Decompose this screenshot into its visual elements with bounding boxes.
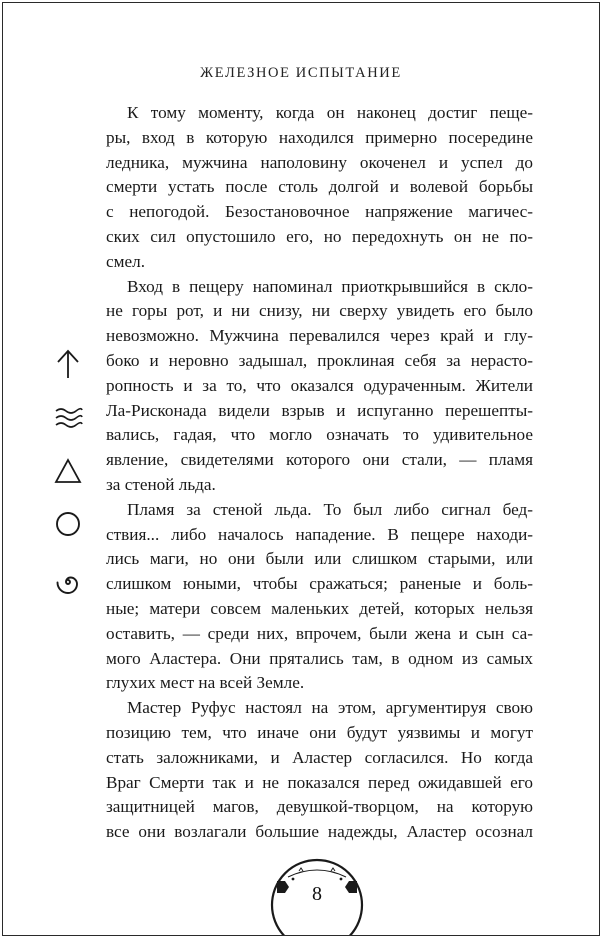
- text-line: ских сил опустошило его, но передохнуть он не по-: [106, 226, 533, 246]
- text-line: Враг Смерти так и не показался перед ожидавшей его: [106, 772, 533, 792]
- text-line: смерти устать после столь долгой и волевой борьбы: [106, 177, 533, 197]
- text-line: все они возлагали большие надежды, Аластер осознал: [106, 822, 533, 842]
- text-line: позицию тем, что иначе они будут уязвимы и могут: [106, 722, 533, 742]
- text-line: с непогодой. Безостановочное напряжение магичес-: [106, 202, 533, 222]
- text-line: явление, свидетелями которого они стали, — пламя: [106, 450, 533, 470]
- text-line: Пламя за стеной льда. То был либо сигнал бед-: [127, 499, 533, 519]
- text-line: мого Аластера. Они прятались там, в одном из самых: [106, 648, 533, 668]
- text-line: лись маги, но они были или слишком старыми, или: [106, 549, 533, 569]
- paragraph: [106, 498, 533, 696]
- text-line: ледника, мужчина наполовину окоченел и успел до: [106, 152, 533, 172]
- text-line: Вход в пещеру напоминал приоткрывшийся в скло-: [127, 276, 533, 296]
- paragraph: [106, 696, 533, 845]
- text-line: боко и неровно задышал, проклиная себя за нерасто-: [106, 350, 533, 370]
- book-page: [2, 2, 600, 936]
- text-line: не горы рот, и ни снизу, ни сверху увидеть его было: [106, 301, 533, 321]
- paragraph: [106, 275, 533, 498]
- wavy-lines-icon: [51, 401, 85, 435]
- text-line: ры, вход в которую находился примерно посередине: [106, 127, 533, 147]
- page-number-medallion: [269, 857, 365, 936]
- spiral-icon: [51, 565, 85, 599]
- text-line: слишком юными, чтобы сражаться; раненые и боль-: [106, 574, 533, 594]
- circle-icon: [51, 507, 85, 541]
- text-line: ные; матери совсем маленьких детей, которых нельзя: [106, 598, 533, 618]
- triangle-icon: [51, 454, 85, 488]
- arrow-up-icon: [51, 347, 85, 381]
- text-line: К тому моменту, когда он наконец достиг пеще-: [127, 103, 533, 122]
- text-line: Мастер Руфус настоял на этом, аргументируя свою: [127, 698, 533, 718]
- running-head: ЖЕЛЕЗНОЕ ИСПЫТАНИЕ: [200, 65, 402, 81]
- paragraph: [106, 101, 533, 275]
- text-line: оставить, — среди них, впрочем, были жена и сын са-: [106, 623, 533, 643]
- text-line: невозможно. Мужчина перевалился через край и глу-: [106, 326, 533, 346]
- body-text: [106, 101, 533, 845]
- text-line: за стеной льда.: [106, 474, 216, 494]
- text-line: ствия... либо началось нападение. В пещере находи-: [106, 524, 533, 544]
- page-number: 8: [312, 883, 322, 905]
- text-line: смел.: [106, 251, 146, 271]
- text-line: стать заложниками, и Аластер согласился. Но когда: [106, 747, 533, 767]
- text-line: вались, гадая, что могло означать то удивительное: [106, 425, 533, 445]
- text-line: Ла-Рисконада видели взрыв и испуганно перешепты-: [106, 400, 533, 420]
- text-line: ропность и за то, что оказался одураченным. Жители: [106, 375, 533, 395]
- text-line: защитницей магов, девушкой-творцом, на которую: [106, 797, 533, 817]
- text-line: глухих мест на всей Земле.: [106, 673, 305, 693]
